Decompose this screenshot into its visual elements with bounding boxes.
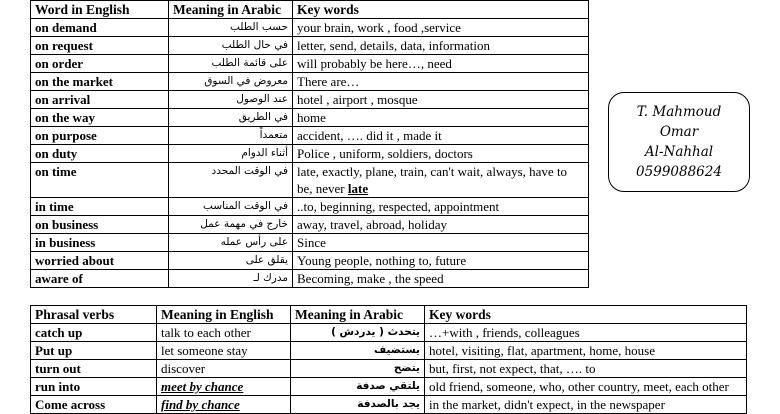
arabic-cell: أثناء الدوام [169,145,293,163]
table-row [31,324,747,342]
header-word-in-english: Word in English [31,1,169,19]
keywords-cell: away, travel, abroad, holiday [293,216,589,234]
verb-cell: Come across [31,396,157,414]
english-cell: on business [31,216,169,234]
english-cell: in time [31,198,169,216]
author-middle-name: Omar [659,124,699,140]
table-row [31,360,747,378]
header-key-words: Key words [425,306,747,324]
header-meaning-in-arabic: Meaning in Arabic [169,1,293,19]
verb-cell: turn out [31,360,157,378]
english-meaning-cell: talk to each other [157,324,291,342]
header-phrasal-verbs: Phrasal verbs [31,306,157,324]
arabic-cell: حسب الطلب [169,19,293,37]
english-cell: on purpose [31,127,169,145]
arabic-cell: على قائمة الطلب [169,55,293,73]
keywords-cell: will probably be here…, need [293,55,589,73]
arabic-cell: متعمداً [169,127,293,145]
english-cell: on arrival [31,91,169,109]
english-cell: on time [31,163,169,198]
verb-cell: run into [31,378,157,396]
table-row [31,342,747,360]
arabic-cell: على رأس عمله [169,234,293,252]
verb-cell: Put up [31,342,157,360]
table-row [31,55,589,73]
header-key-words: Key words [293,1,589,19]
keywords-cell: accident, …. did it , made it [293,127,589,145]
phrasal-verbs-table [30,305,747,414]
keywords-cell: your brain, work , food ,service [293,19,589,37]
table-row [31,163,589,198]
table-row [31,378,747,396]
table-row [31,91,589,109]
table-row [31,73,589,91]
keywords-cell: hotel , airport , mosque [293,91,589,109]
english-meaning-emphasis: meet by chance [161,379,244,394]
arabic-cell: يستضيف [291,342,425,360]
english-cell: on the way [31,109,169,127]
arabic-cell: يجد بالصدفة [291,396,425,414]
table-row [31,109,589,127]
english-cell: on order [31,55,169,73]
keywords-cell: old friend, someone, who, other country, meet, each other [425,378,747,396]
arabic-cell: مدرك لـ [169,270,293,288]
arabic-cell: في الوقت المحدد [169,163,293,198]
keywords-cell: letter, send, details, data, information [293,37,589,55]
phrases-table [30,0,589,288]
keyword-emphasis: late [347,181,369,196]
table-header-row [31,1,589,19]
table-row [31,19,589,37]
table-row [31,198,589,216]
table-row [31,270,589,288]
table-row [31,216,589,234]
keywords-cell: …+with , friends, colleagues [425,324,747,342]
arabic-cell: يتضح [291,360,425,378]
english-cell: on demand [31,19,169,37]
arabic-cell: عند الوصول [169,91,293,109]
keywords-cell: in the market, didn't expect, in the newspaper [425,396,747,414]
table-row [31,37,589,55]
arabic-cell: خارج في مهمة عمل [169,216,293,234]
english-cell: aware of [31,270,169,288]
header-meaning-in-english: Meaning in English [157,306,291,324]
english-cell: worried about [31,252,169,270]
author-card [608,92,750,192]
arabic-cell: يلتقي صدفة [291,378,425,396]
keywords-cell: Young people, nothing to, future [293,252,589,270]
english-cell: in business [31,234,169,252]
english-meaning-cell [157,378,291,396]
table-row [31,145,589,163]
keywords-cell: home [293,109,589,127]
keywords-cell: There are… [293,73,589,91]
english-meaning-cell: discover [157,360,291,378]
keywords-cell: hotel, visiting, flat, apartment, home, house [425,342,747,360]
arabic-cell: في حال الطلب [169,37,293,55]
keywords-cell: Becoming, make , the speed [293,270,589,288]
english-cell: on request [31,37,169,55]
table-header-row [31,306,747,324]
arabic-cell: يقلق على [169,252,293,270]
keywords-cell: ..to, beginning, respected, appointment [293,198,589,216]
keywords-cell: but, first, not expect, that, …. to [425,360,747,378]
arabic-cell: يتحدث ( يدردش ) [291,324,425,342]
table-row [31,234,589,252]
table-row [31,127,589,145]
keywords-cell: Since [293,234,589,252]
author-name: T. Mahmoud [636,104,722,120]
english-meaning-cell: let someone stay [157,342,291,360]
keywords-text: late, exactly, plane, train, can't wait, always, have to be, never [297,164,568,196]
english-cell: on duty [31,145,169,163]
author-phone: 0599088624 [636,164,722,180]
header-meaning-in-arabic: Meaning in Arabic [291,306,425,324]
verb-cell: catch up [31,324,157,342]
english-cell: on the market [31,73,169,91]
arabic-cell: معروض في السوق [169,73,293,91]
arabic-cell: في الوقت المناسب [169,198,293,216]
table-row [31,252,589,270]
keywords-cell: Police , uniform, soldiers, doctors [293,145,589,163]
author-surname: Al-Nahhal [644,144,714,160]
english-meaning-emphasis: find by chance [161,397,240,412]
arabic-cell: في الطريق [169,109,293,127]
keywords-cell [293,163,589,198]
